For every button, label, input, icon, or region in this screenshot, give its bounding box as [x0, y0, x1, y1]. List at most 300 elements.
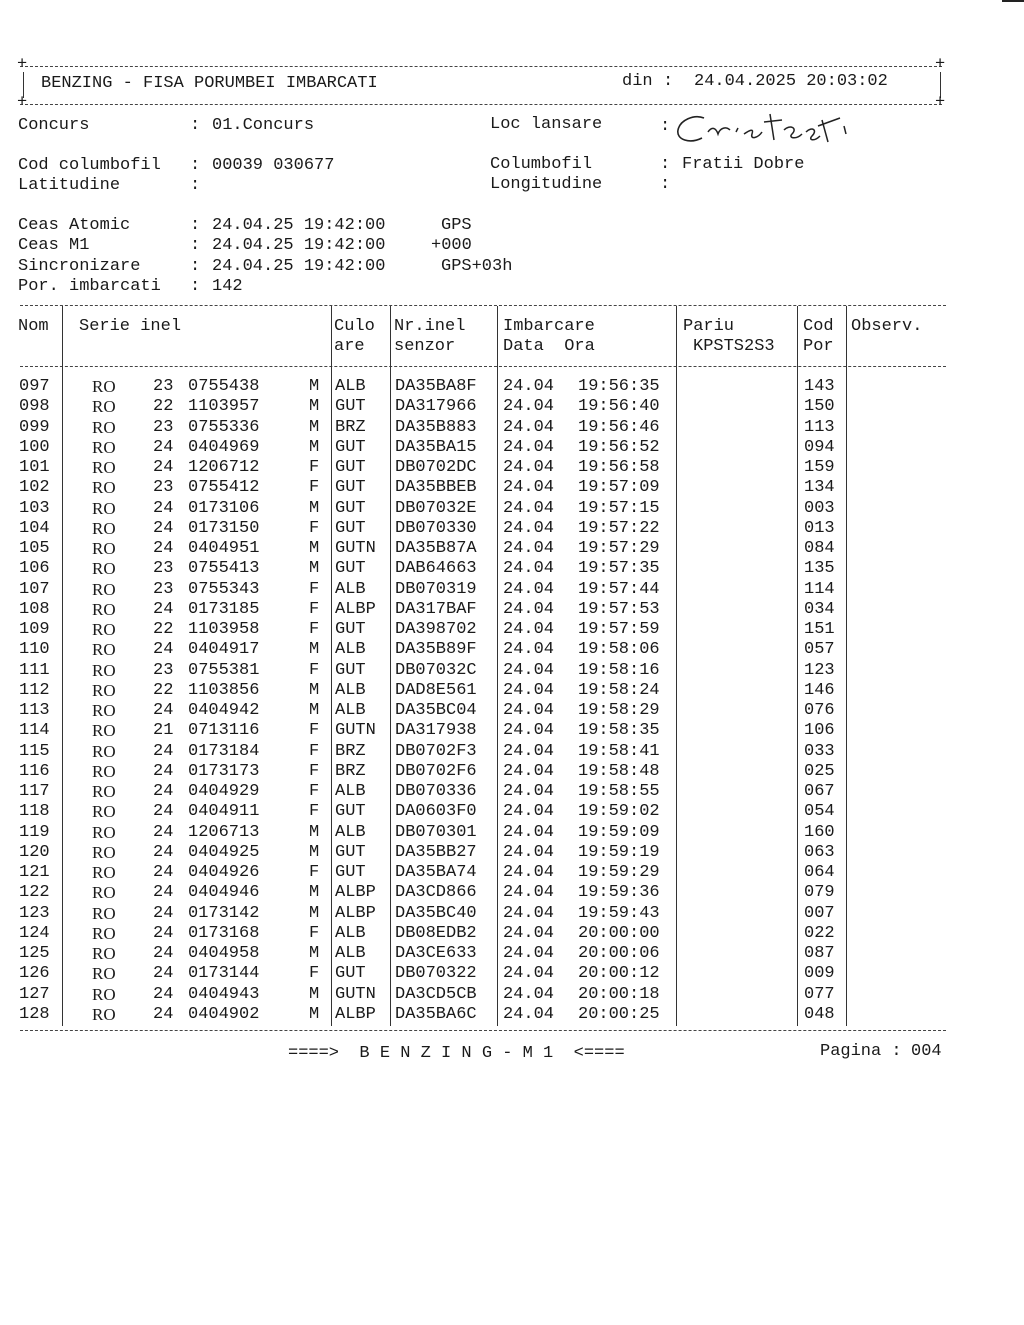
cell-sex: M [309, 640, 320, 660]
cell-cod-por: 076 [804, 701, 835, 720]
cell-date: 24.04 [503, 863, 555, 882]
cell-time: 19:57:53 [578, 599, 660, 619]
cell-cod-por: 057 [804, 640, 835, 660]
cell-date: 24.04 [503, 559, 555, 579]
cell-time: 19:56:58 [578, 458, 660, 477]
col-header-pariu-2: KPSTS2S3 [693, 337, 775, 356]
cell-cod-por: 067 [804, 782, 835, 801]
cell-cod-por: 025 [804, 761, 835, 781]
cell-sensor: DB070336 [395, 782, 477, 801]
cell-ring: 0404925 [188, 842, 260, 862]
cell-ring: 0173144 [188, 964, 260, 984]
cell-nom: 106 [19, 559, 50, 579]
cell-time: 20:00:06 [578, 944, 660, 963]
cell-sensor: DA3CD5CB [395, 984, 477, 1004]
page-label: Pagina : [820, 1042, 902, 1061]
cell-country: RO [92, 377, 116, 396]
concurs-label: Concurs [18, 116, 90, 135]
cell-color: GUT [335, 559, 366, 579]
cell-date: 24.04 [503, 883, 555, 903]
cell-sensor: DB0702F6 [395, 761, 477, 781]
cell-cod-por: 143 [804, 377, 835, 396]
cell-color: GUT [335, 964, 366, 984]
cell-country: RO [92, 964, 116, 984]
cell-date: 24.04 [503, 782, 555, 801]
cell-sex: F [309, 782, 320, 801]
plus-mark: + [17, 55, 28, 74]
cell-country: RO [92, 417, 116, 437]
cell-nom: 100 [19, 437, 50, 457]
cell-country: RO [92, 397, 116, 417]
colon: : [660, 175, 671, 194]
cell-sensor: DA35B883 [395, 417, 477, 437]
colon: : [190, 116, 201, 135]
col-header-cod-2: Por [803, 337, 834, 356]
cell-ring: 0404951 [188, 539, 260, 558]
cell-ring: 0755412 [188, 478, 260, 498]
col-divider [62, 306, 63, 1026]
col-header-imbarcare: Imbarcare [503, 317, 595, 336]
cell-sensor: DB07032C [395, 660, 477, 680]
cell-country: RO [92, 923, 116, 943]
cell-country: RO [92, 802, 116, 822]
cell-time: 19:56:46 [578, 417, 660, 437]
cell-sex: M [309, 539, 320, 558]
cell-color: GUT [335, 863, 366, 882]
cell-sensor: DAD8E561 [395, 680, 477, 700]
clock-label: Ceas Atomic [18, 216, 131, 235]
cell-nom: 101 [19, 458, 50, 477]
cell-cod-por: 114 [804, 579, 835, 599]
cell-color: GUT [335, 498, 366, 518]
cell-sensor: DB0702F3 [395, 741, 477, 761]
report-date: 24.04.2025 20:03:02 [694, 72, 888, 91]
cell-ring: 0173142 [188, 903, 260, 923]
cell-nom: 111 [19, 660, 50, 680]
cell-date: 24.04 [503, 1004, 555, 1024]
cell-color: GUT [335, 458, 366, 477]
cell-cod-por: 094 [804, 437, 835, 457]
cell-date: 24.04 [503, 417, 555, 437]
cell-color: ALBP [335, 903, 376, 923]
cell-year: 24 [153, 741, 174, 761]
cell-date: 24.04 [503, 802, 555, 822]
cell-date: 24.04 [503, 437, 555, 457]
cell-cod-por: 151 [804, 620, 835, 639]
cell-sex: F [309, 458, 320, 477]
cell-ring: 1103856 [188, 680, 260, 700]
cell-sex: F [309, 620, 320, 639]
report-title: BENZING - FISA PORUMBEI IMBARCATI [41, 74, 378, 93]
cell-time: 19:56:40 [578, 397, 660, 417]
cell-color: GUTN [335, 539, 376, 558]
cell-sex: M [309, 883, 320, 903]
cell-sex: M [309, 559, 320, 579]
colon: : [190, 156, 201, 175]
cell-sensor: DA317966 [395, 397, 477, 417]
cell-color: ALBP [335, 883, 376, 903]
cell-ring: 1103958 [188, 620, 260, 639]
cell-time: 19:57:59 [578, 620, 660, 639]
cell-time: 19:58:06 [578, 640, 660, 660]
cell-nom: 118 [19, 802, 50, 822]
cell-ring: 0404942 [188, 701, 260, 720]
cell-color: GUT [335, 842, 366, 862]
cell-sex: F [309, 660, 320, 680]
cell-sensor: DA35BC40 [395, 903, 477, 923]
cell-country: RO [92, 761, 116, 781]
cell-cod-por: 048 [804, 1004, 835, 1024]
cell-date: 24.04 [503, 923, 555, 943]
colon: : [660, 117, 671, 136]
cell-year: 24 [153, 782, 174, 801]
cell-year: 24 [153, 883, 174, 903]
clock-extra: GPS [441, 216, 472, 235]
col-divider [497, 306, 498, 1026]
cell-cod-por: 084 [804, 539, 835, 558]
cell-time: 19:56:52 [578, 437, 660, 457]
cell-ring: 0173173 [188, 761, 260, 781]
cell-sex: M [309, 377, 320, 396]
cell-ring: 0173168 [188, 923, 260, 943]
cell-time: 19:57:29 [578, 539, 660, 558]
cell-sex: M [309, 984, 320, 1004]
cell-color: ALB [335, 782, 366, 801]
cell-date: 24.04 [503, 964, 555, 984]
cell-time: 19:58:16 [578, 660, 660, 680]
cell-nom: 125 [19, 944, 50, 963]
cell-color: BRZ [335, 741, 366, 761]
cell-country: RO [92, 883, 116, 903]
cell-country: RO [92, 437, 116, 457]
por-imbarcati-value: 142 [212, 277, 243, 296]
cell-country: RO [92, 640, 116, 660]
latitudine-label: Latitudine [18, 176, 121, 195]
cell-sex: F [309, 518, 320, 538]
cell-nom: 120 [19, 842, 50, 862]
cell-sex: M [309, 822, 320, 842]
cell-year: 24 [153, 984, 174, 1004]
cell-sex: M [309, 944, 320, 963]
cell-year: 24 [153, 437, 174, 457]
cell-cod-por: 013 [804, 518, 835, 538]
cell-cod-por: 034 [804, 599, 835, 619]
cell-sensor: DAB64663 [395, 559, 477, 579]
cell-ring: 0173184 [188, 741, 260, 761]
cell-year: 24 [153, 640, 174, 660]
cell-country: RO [92, 660, 116, 680]
cell-date: 24.04 [503, 640, 555, 660]
cell-cod-por: 113 [804, 417, 835, 437]
cell-time: 19:59:09 [578, 822, 660, 842]
clock-label: Sincronizare [18, 257, 141, 276]
cell-year: 24 [153, 1004, 174, 1024]
cell-cod-por: 007 [804, 903, 835, 923]
cell-color: ALB [335, 579, 366, 599]
colon: : [190, 176, 201, 195]
cell-time: 19:57:09 [578, 478, 660, 498]
col-header-cod: Cod [803, 317, 834, 336]
cell-color: ALB [335, 923, 366, 943]
cell-country: RO [92, 498, 116, 518]
cell-year: 22 [153, 397, 174, 417]
cell-nom: 123 [19, 903, 50, 923]
cell-color: ALB [335, 377, 366, 396]
cell-year: 24 [153, 964, 174, 984]
cell-date: 24.04 [503, 579, 555, 599]
cell-nom: 124 [19, 923, 50, 943]
cell-year: 24 [153, 944, 174, 963]
cell-date: 24.04 [503, 741, 555, 761]
col-header-pariu: Pariu [683, 317, 735, 336]
cell-year: 22 [153, 620, 174, 639]
cell-date: 24.04 [503, 822, 555, 842]
cell-ring: 0404902 [188, 1004, 260, 1024]
cell-ring: 0404969 [188, 437, 260, 457]
cell-year: 24 [153, 923, 174, 943]
cell-ring: 1206712 [188, 458, 260, 477]
cell-color: ALB [335, 701, 366, 720]
cod-columbofil-label: Cod columbofil [18, 156, 161, 175]
cell-sex: F [309, 579, 320, 599]
cell-country: RO [92, 680, 116, 700]
cell-cod-por: 160 [804, 822, 835, 842]
cell-nom: 105 [19, 539, 50, 558]
cell-nom: 104 [19, 518, 50, 538]
cell-time: 19:58:48 [578, 761, 660, 781]
cell-date: 24.04 [503, 761, 555, 781]
cell-time: 19:58:55 [578, 782, 660, 801]
cell-time: 19:58:29 [578, 701, 660, 720]
cell-time: 19:59:19 [578, 842, 660, 862]
cell-nom: 116 [19, 761, 50, 781]
cell-cod-por: 150 [804, 397, 835, 417]
col-divider [846, 306, 847, 1026]
cell-year: 24 [153, 701, 174, 720]
cell-country: RO [92, 741, 116, 761]
cell-sex: F [309, 599, 320, 619]
cell-sensor: DB08EDB2 [395, 923, 477, 943]
cell-color: ALBP [335, 1004, 376, 1024]
col-divider [390, 306, 391, 1026]
header-bottom-rule [20, 104, 942, 105]
cell-country: RO [92, 559, 116, 579]
plus-mark: + [935, 55, 946, 74]
colon: : [190, 277, 201, 296]
cell-sex: F [309, 964, 320, 984]
cell-country: RO [92, 478, 116, 498]
cell-ring: 0173185 [188, 599, 260, 619]
cell-nom: 107 [19, 579, 50, 599]
clock-value: 24.04.25 19:42:00 [212, 216, 386, 235]
cell-cod-por: 106 [804, 721, 835, 741]
cell-country: RO [92, 579, 116, 599]
cell-color: ALB [335, 680, 366, 700]
page-corner-mark [1002, 0, 1024, 10]
cell-nom: 099 [19, 417, 50, 437]
cell-nom: 114 [19, 721, 50, 741]
cell-color: GUT [335, 397, 366, 417]
cell-sex: M [309, 903, 320, 923]
cell-year: 23 [153, 478, 174, 498]
cell-nom: 128 [19, 1004, 50, 1024]
cell-sex: M [309, 498, 320, 518]
cell-color: BRZ [335, 761, 366, 781]
clock-extra: GPS+03h [441, 257, 513, 276]
date-label: din [622, 72, 653, 91]
cell-nom: 127 [19, 984, 50, 1004]
cell-ring: 0404911 [188, 802, 260, 822]
cell-year: 23 [153, 417, 174, 437]
cell-year: 24 [153, 518, 174, 538]
cell-sensor: DA35BB27 [395, 842, 477, 862]
cell-date: 24.04 [503, 721, 555, 741]
cell-nom: 097 [19, 377, 50, 396]
cell-cod-por: 123 [804, 660, 835, 680]
cell-color: GUTN [335, 984, 376, 1004]
clock-extra: +000 [431, 236, 472, 255]
cell-year: 24 [153, 599, 174, 619]
cell-ring: 0173106 [188, 498, 260, 518]
cell-sex: M [309, 680, 320, 700]
cell-cod-por: 079 [804, 883, 835, 903]
cell-sensor: DB070301 [395, 822, 477, 842]
cell-date: 24.04 [503, 660, 555, 680]
por-imbarcati-label: Por. imbarcati [18, 277, 161, 296]
cell-color: ALB [335, 640, 366, 660]
cell-nom: 122 [19, 883, 50, 903]
cell-date: 24.04 [503, 599, 555, 619]
table-bottom-rule [20, 1030, 946, 1031]
cell-sensor: DB0702DC [395, 458, 477, 477]
cell-ring: 1206713 [188, 822, 260, 842]
cell-year: 24 [153, 802, 174, 822]
cell-date: 24.04 [503, 377, 555, 396]
cell-color: GUT [335, 478, 366, 498]
cell-date: 24.04 [503, 903, 555, 923]
cell-ring: 0755336 [188, 417, 260, 437]
col-header-imbarcare-2: Data Ora [503, 337, 595, 356]
loc-lansare-label: Loc lansare [490, 115, 603, 134]
cell-ring: 0173150 [188, 518, 260, 538]
cell-sex: F [309, 741, 320, 761]
cell-sensor: DA35B89F [395, 640, 477, 660]
cell-cod-por: 003 [804, 498, 835, 518]
cell-time: 19:59:36 [578, 883, 660, 903]
columbofil-value: Fratii Dobre [682, 155, 805, 174]
cell-nom: 121 [19, 863, 50, 882]
cell-year: 23 [153, 377, 174, 396]
cell-sex: F [309, 863, 320, 882]
cell-sensor: DB070322 [395, 964, 477, 984]
cell-sensor: DA35B87A [395, 539, 477, 558]
cell-ring: 0755413 [188, 559, 260, 579]
cod-columbofil-value: 00039 030677 [212, 156, 335, 175]
cell-sex: F [309, 478, 320, 498]
cell-year: 23 [153, 660, 174, 680]
cell-time: 20:00:00 [578, 923, 660, 943]
longitudine-label: Longitudine [490, 175, 603, 194]
colon: : [190, 257, 201, 276]
col-header-culoare: Culo [334, 317, 375, 336]
col-header-nrinel: Nr.inel [394, 317, 466, 336]
cell-ring: 0755438 [188, 377, 260, 396]
cell-nom: 126 [19, 964, 50, 984]
cell-country: RO [92, 721, 116, 741]
colon: : [190, 236, 201, 255]
colon: : [660, 155, 671, 174]
cell-sensor: DA0603F0 [395, 802, 477, 822]
cell-country: RO [92, 863, 116, 882]
footer-banner: ====> B E N Z I N G - M 1 <==== [288, 1044, 625, 1063]
cell-nom: 109 [19, 620, 50, 639]
cell-color: ALBP [335, 599, 376, 619]
cell-time: 19:57:35 [578, 559, 660, 579]
col-divider [797, 306, 798, 1026]
cell-country: RO [92, 822, 116, 842]
cell-country: RO [92, 518, 116, 538]
cell-cod-por: 146 [804, 680, 835, 700]
cell-country: RO [92, 903, 116, 923]
cell-year: 23 [153, 579, 174, 599]
cell-date: 24.04 [503, 701, 555, 720]
cell-sensor: DA3CE633 [395, 944, 477, 963]
cell-time: 19:59:02 [578, 802, 660, 822]
cell-year: 24 [153, 498, 174, 518]
clock-value: 24.04.25 19:42:00 [212, 257, 386, 276]
cell-time: 20:00:12 [578, 964, 660, 984]
cell-date: 24.04 [503, 498, 555, 518]
cell-color: ALB [335, 822, 366, 842]
cell-sex: F [309, 721, 320, 741]
cell-sex: M [309, 417, 320, 437]
cell-time: 19:56:35 [578, 377, 660, 396]
table-top-rule [20, 305, 946, 306]
cell-color: GUTN [335, 721, 376, 741]
cell-time: 19:57:22 [578, 518, 660, 538]
clock-value: 24.04.25 19:42:00 [212, 236, 386, 255]
cell-sensor: DA35BC04 [395, 701, 477, 720]
cell-color: GUT [335, 802, 366, 822]
cell-color: BRZ [335, 417, 366, 437]
cell-sensor: DA35BA15 [395, 437, 477, 457]
cell-country: RO [92, 782, 116, 801]
cell-date: 24.04 [503, 478, 555, 498]
cell-year: 24 [153, 761, 174, 781]
cell-nom: 108 [19, 599, 50, 619]
cell-year: 23 [153, 559, 174, 579]
cell-sex: M [309, 437, 320, 457]
cell-sex: F [309, 923, 320, 943]
cell-date: 24.04 [503, 620, 555, 639]
cell-cod-por: 064 [804, 863, 835, 882]
page-number: 004 [911, 1042, 942, 1061]
cell-ring: 0404917 [188, 640, 260, 660]
cell-color: GUT [335, 620, 366, 639]
cell-year: 24 [153, 863, 174, 882]
col-header-serie: Serie inel [79, 317, 182, 336]
cell-nom: 098 [19, 397, 50, 417]
cell-time: 19:58:41 [578, 741, 660, 761]
cell-time: 19:58:35 [578, 721, 660, 741]
cell-year: 24 [153, 842, 174, 862]
cell-ring: 0404958 [188, 944, 260, 963]
cell-country: RO [92, 984, 116, 1004]
cell-date: 24.04 [503, 458, 555, 477]
cell-time: 19:57:44 [578, 579, 660, 599]
cell-nom: 102 [19, 478, 50, 498]
cell-cod-por: 009 [804, 964, 835, 984]
